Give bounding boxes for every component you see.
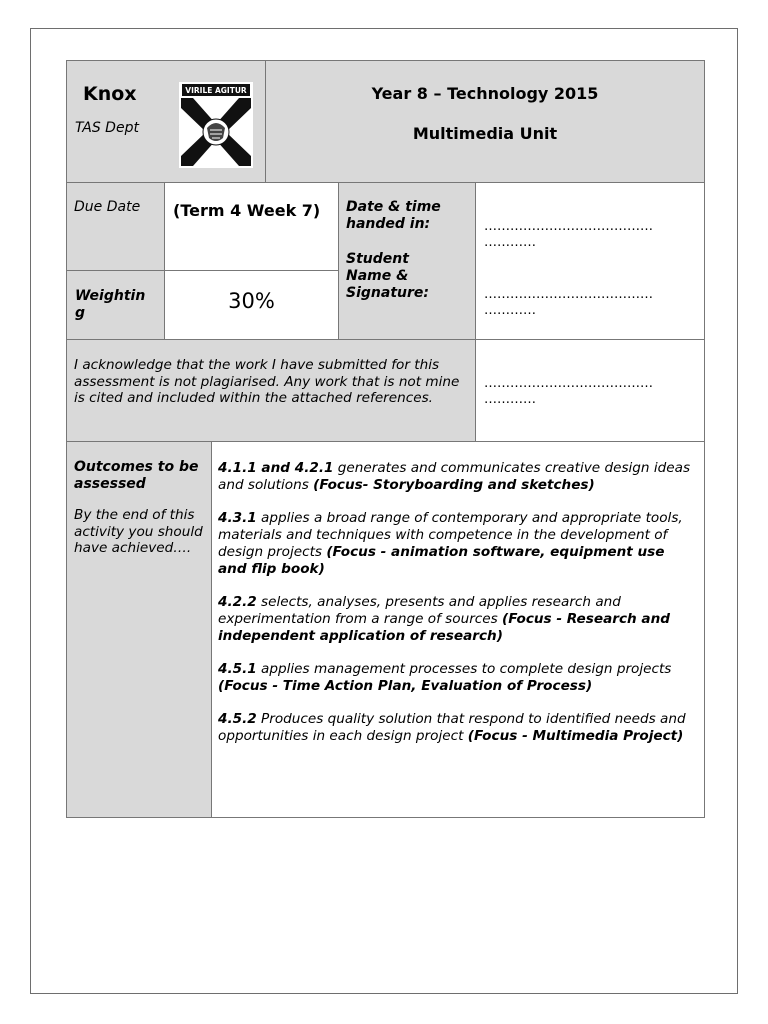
school-name: Knox (83, 83, 137, 105)
outcome-code: 4.1.1 and 4.2.1 (218, 460, 334, 476)
outcomes-label-cell (66, 441, 212, 818)
page-title: Year 8 – Technology 2015 (371, 84, 599, 103)
outcomes-subtext: By the end of this activity you should have achieved…. (74, 507, 203, 556)
outcomes-heading: Outcomes to be assessed (74, 459, 199, 492)
due-date-value: (Term 4 Week 7) (173, 201, 321, 220)
outcome-item (218, 510, 696, 578)
due-date-value-cell (164, 182, 339, 271)
header-school-cell (66, 60, 266, 183)
page-subtitle: Multimedia Unit (412, 124, 558, 143)
outcome-code: 4.2.2 (218, 594, 257, 610)
signature-dots-line1: ………………………………… (484, 287, 653, 302)
outcome-item (218, 460, 696, 494)
outcome-item (218, 711, 696, 745)
due-date-label: Due Date (74, 199, 141, 215)
student-signature-label: Student Name & Signature: (346, 251, 429, 301)
handed-in-label-cell (338, 182, 476, 340)
outcome-code: 4.3.1 (218, 510, 257, 526)
handed-in-dots-line1: ………………………………… (484, 219, 653, 234)
school-crest (179, 82, 253, 168)
acknowledgement-dots-line2: ………… (484, 392, 536, 407)
acknowledgement-cell (66, 339, 476, 442)
outcome-focus: (Focus - Research and independent application of research) (218, 611, 670, 644)
outcome-focus: (Focus - Time Action Plan, Evaluation of Process) (218, 678, 593, 694)
weighting-label-cell (66, 270, 165, 340)
outcome-code: 4.5.1 (218, 661, 257, 677)
weighting-value-cell (164, 270, 339, 340)
handed-in-dots-line2: ………… (484, 235, 536, 250)
acknowledgement-dots-line1: ………………………………… (484, 376, 653, 391)
outcome-item (218, 594, 696, 645)
crest-icon (179, 82, 253, 168)
acknowledgement-text: I acknowledge that the work I have submitted for this assessment is not plagiarised. Any work that is not mine is cited and included within the attached references. (74, 357, 460, 406)
header-title-cell (265, 60, 705, 183)
outcome-description: generates and communicates creative design ideas and solutions (218, 460, 691, 493)
outcome-code: 4.5.2 (218, 711, 257, 727)
weighting-value: 30% (228, 289, 275, 313)
outcome-description: Produces quality solution that respond to identified needs and opportunities in each design project (218, 711, 686, 744)
outcome-description: applies management processes to complete design projects (256, 661, 672, 677)
outcome-focus: (Focus - animation software, equipment use and flip book) (218, 544, 665, 577)
dept-name: TAS Dept (75, 120, 139, 136)
outcomes-list (218, 460, 696, 761)
weighting-label: Weightin g (75, 288, 146, 321)
outcome-item (218, 661, 696, 695)
signature-dots-line2: ………… (484, 303, 536, 318)
outcome-focus: (Focus - Multimedia Project) (467, 728, 684, 744)
outcome-description: applies a broad range of contemporary and appropriate tools, materials and techniques with competence in the development of design projects (218, 510, 683, 560)
outcomes-list-cell (211, 441, 705, 818)
acknowledgement-sign-cell[interactable] (475, 339, 705, 442)
due-date-label-cell (66, 182, 165, 271)
handed-in-label: Date & time handed in: (346, 199, 441, 232)
outcome-description: selects, analyses, presents and applies research and experimentation from a range of sources (218, 594, 621, 627)
handed-in-fill-cell[interactable] (475, 182, 705, 340)
outcome-focus: (Focus- Storyboarding and sketches) (313, 477, 595, 493)
crest-motto: VIRILE AGITUR (185, 86, 247, 95)
